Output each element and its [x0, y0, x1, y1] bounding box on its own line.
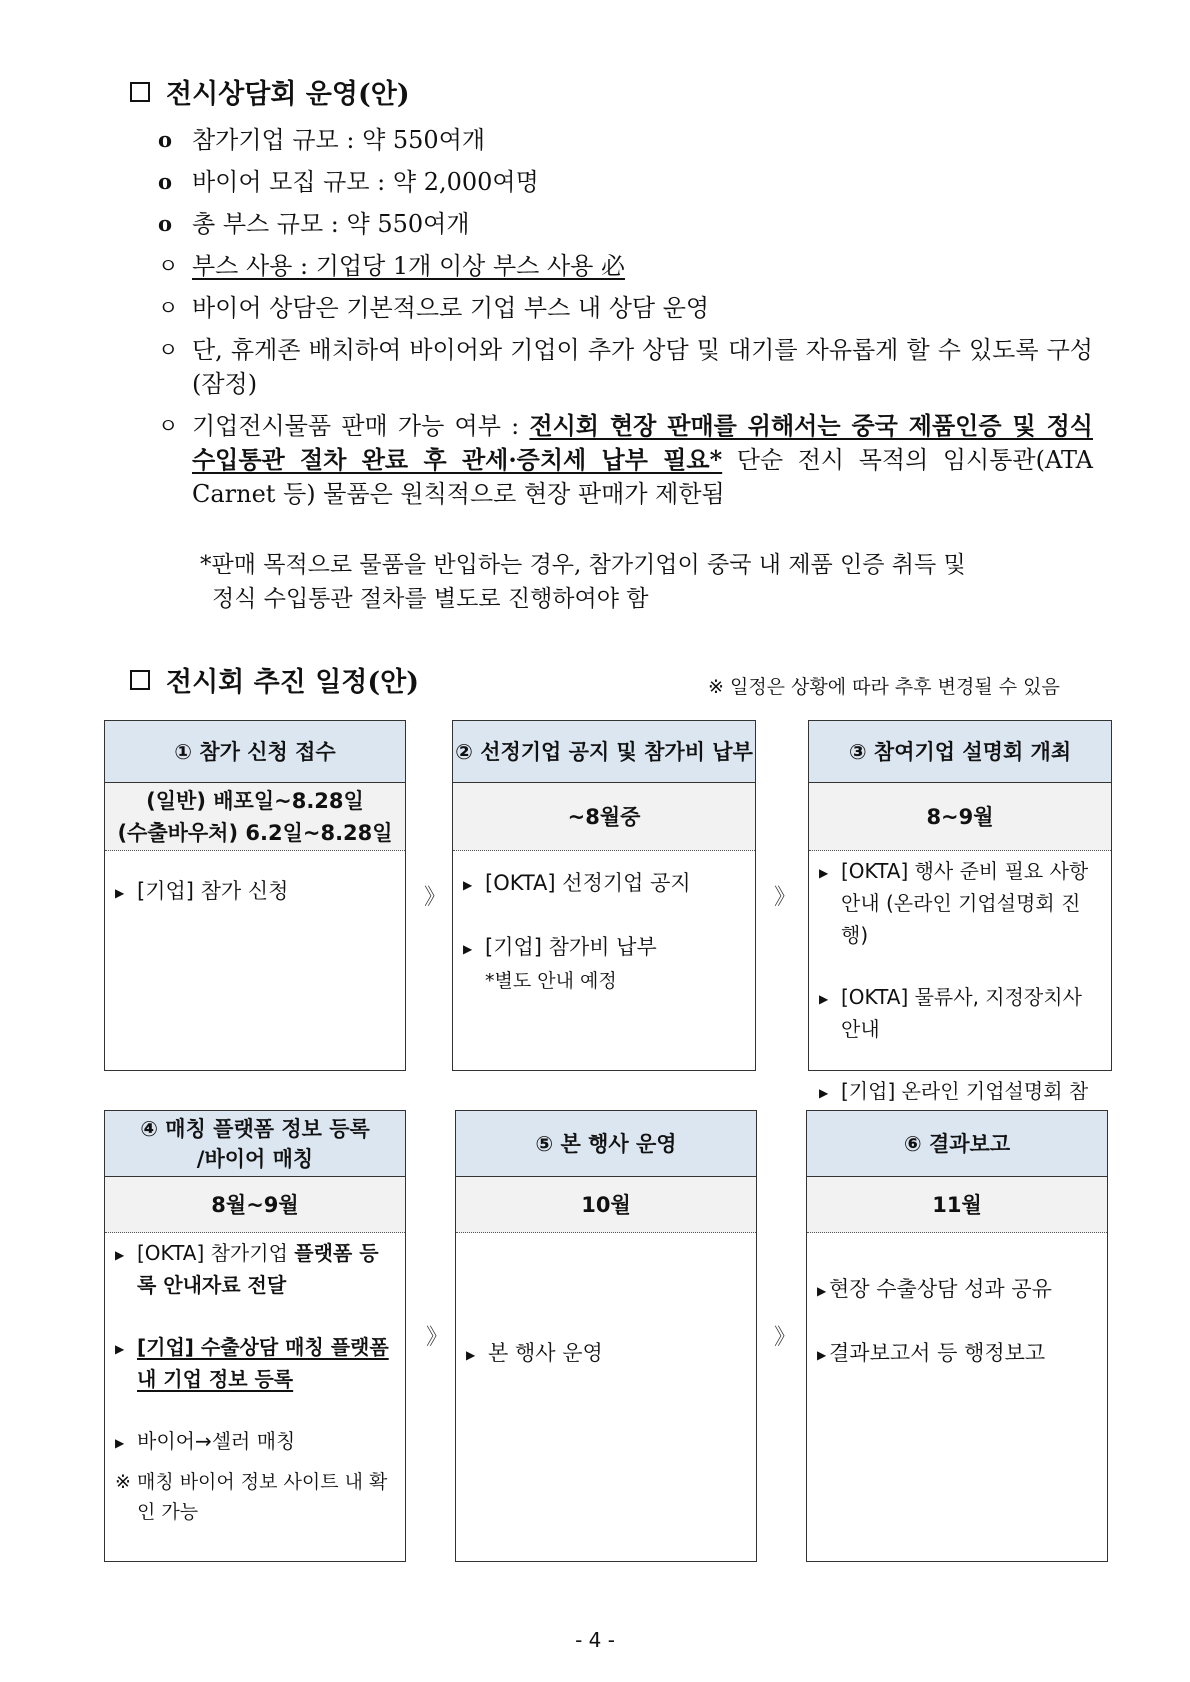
step-box-3	[808, 720, 1112, 1103]
triangle-right-icon: ▶	[463, 878, 473, 892]
step-date: 8~9월	[809, 783, 1111, 851]
checkbox-icon	[130, 82, 150, 102]
step-box-4	[104, 1110, 406, 1562]
triangle-right-icon: ▶	[819, 1086, 829, 1100]
triangle-right-icon: ▶	[817, 1348, 827, 1362]
triangle-right-icon: ▶	[115, 886, 125, 900]
section-title-schedule: 전시회 추진 일정(안)	[130, 660, 419, 699]
triangle-right-icon: ▶	[115, 1342, 125, 1356]
page-number: - 4 -	[575, 1628, 615, 1652]
flow-arrow-icon: 》	[774, 1325, 797, 1350]
step-title: ③ 참여기업 설명회 개최	[809, 721, 1111, 783]
list-item: ▶ 바이어→셀러 매칭	[115, 1425, 395, 1459]
flow-arrow-icon: 》	[424, 885, 447, 910]
step-title: ⑤ 본 행사 운영	[456, 1111, 756, 1177]
list-item: ㅇ 부스 사용 : 기업당 1개 이상 부스 사용 必	[158, 252, 625, 280]
triangle-right-icon: ▶	[819, 866, 829, 880]
step-date: 8월~9월	[105, 1177, 405, 1233]
step-title: ② 선정기업 공지 및 참가비 납부	[453, 721, 755, 783]
step-box-5	[455, 1110, 757, 1562]
list-item: ▶ [OKTA] 물류사, 지정장치사 안내	[819, 981, 1101, 1045]
list-item: ▶ [기업] 참가 신청	[115, 875, 395, 909]
list-item: o 참가기업 규모 : 약 550여개	[158, 126, 486, 154]
triangle-right-icon: ▶	[115, 1248, 125, 1262]
list-item: ㅇ 기업전시물품 판매 가능 여부 : 전시회 현장 판매를 위해서는 중국 제품인증 및 정식 수입통관 절차 완료 후 관세·증치세 납부 필요* 단순 전시 목적의 임시통관(ATA Carnet 등) 물품은 원칙적으로 현장 판매가 제한됨	[158, 411, 1093, 508]
section-title-operation: 전시상담회 운영(안)	[130, 72, 410, 111]
step-body: ▶ [OKTA] 선정기업 공지 ▶ [기업] 참가비 납부 *별도 안내 예정	[453, 851, 755, 1005]
triangle-right-icon: ▶	[463, 942, 473, 956]
list-item: ㅇ 단, 휴게존 배치하여 바이어와 기업이 추가 상담 및 대기를 자유롭게 할 수 있도록 구성 (잠정)	[158, 336, 1093, 398]
step-title: ⑥ 결과보고	[807, 1111, 1107, 1177]
step-body: ▶ [OKTA] 참가기업 플랫폼 등록 안내자료 전달 ▶ [기업] 수출상담 매칭 플랫폼 내 기업 정보 등록 ▶ 바이어→셀러 매칭 ※ 매칭 바이어 정보 사이트 내 확인 가능	[105, 1237, 405, 1535]
step-date: 11월	[807, 1177, 1107, 1233]
step-box-6	[806, 1110, 1108, 1562]
list-item: ▶ 결과보고서 등 행정보고	[817, 1337, 1097, 1371]
flow-arrow-icon: 》	[774, 885, 797, 910]
list-item: ▶ [기업] 참가비 납부	[463, 931, 745, 965]
list-item: o 바이어 모집 규모 : 약 2,000여명	[158, 168, 539, 196]
sales-note: *판매 목적으로 물품을 반입하는 경우, 참가기업이 중국 내 제품 인증 취득 및 정식 수입통관 절차를 별도로 진행하여야 함	[200, 552, 966, 612]
list-item: ▶ [기업] 온라인 기업설명회 참	[819, 1075, 1101, 1139]
triangle-right-icon: ▶	[817, 1284, 827, 1298]
list-item: ▶ 본 행사 운영	[466, 1337, 746, 1371]
step-body	[456, 1233, 756, 1379]
operation-bullet-list	[158, 123, 1093, 519]
step-title: ④ 매칭 플랫폼 정보 등록 /바이어 매칭	[105, 1111, 405, 1177]
step-body	[105, 851, 405, 917]
triangle-right-icon: ▶	[115, 1436, 125, 1450]
triangle-right-icon: ▶	[466, 1348, 476, 1362]
step-box-2	[452, 720, 756, 1071]
triangle-right-icon: ▶	[819, 992, 829, 1006]
step-box-1	[104, 720, 406, 1071]
list-item: ㅇ 바이어 상담은 기본적으로 기업 부스 내 상담 운영	[158, 294, 710, 322]
step-date: 10월	[456, 1177, 756, 1233]
step-title: ① 참가 신청 접수	[105, 721, 405, 783]
flow-arrow-icon: 》	[426, 1325, 449, 1350]
step-date: (일반) 배포일~8.28일 (수출바우처) 6.2일~8.28일	[105, 783, 405, 851]
step-body	[807, 1233, 1107, 1379]
step-body	[809, 855, 1111, 1147]
step-date: ~8월중	[453, 783, 755, 851]
list-item: o 총 부스 규모 : 약 550여개	[158, 210, 470, 238]
list-item: ▶ [OKTA] 선정기업 공지	[463, 867, 745, 901]
list-item: ▶ [기업] 수출상담 매칭 플랫폼 내 기업 정보 등록	[115, 1331, 395, 1395]
list-item: ▶ [OKTA] 행사 준비 필요 사항 안내 (온라인 기업설명회 진행)	[819, 855, 1101, 951]
checkbox-icon	[130, 670, 150, 690]
schedule-note: ※ 일정은 상황에 따라 추후 변경될 수 있음	[708, 676, 1060, 698]
list-item: ▶ [OKTA] 참가기업 플랫폼 등록 안내자료 전달	[115, 1237, 395, 1301]
list-item: ▶ 현장 수출상담 성과 공유	[817, 1273, 1097, 1307]
